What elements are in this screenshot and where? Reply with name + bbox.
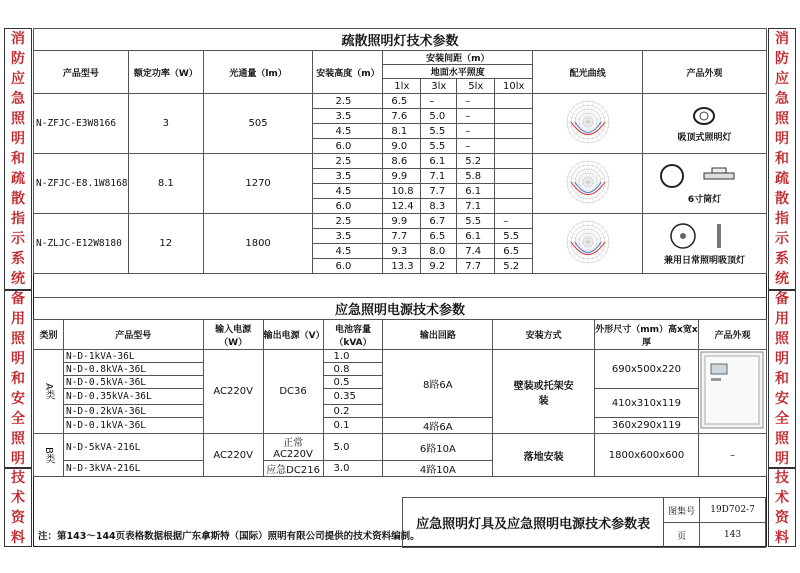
side-char: 系	[775, 251, 789, 267]
spacing-value: 8.6	[383, 154, 421, 169]
spacing-value: 7.7	[457, 259, 495, 274]
th-flux: 光通量（lm）	[203, 51, 313, 94]
side-label-left-backup	[4, 290, 32, 468]
side-char: 防	[11, 51, 25, 67]
product-model: N-ZFJC-E3W8166	[34, 94, 129, 154]
b-input: AC220V	[203, 434, 263, 477]
install-height: 6.0	[313, 199, 383, 214]
th-model: 产品型号	[34, 51, 129, 94]
th-power: 额定功率（W）	[128, 51, 203, 94]
side-char: 疏	[775, 171, 789, 187]
side-char: 照	[11, 431, 25, 447]
side-char: 消	[11, 31, 25, 47]
spacing-value: 8.3	[421, 199, 457, 214]
spacing-value: 5.5	[421, 124, 457, 139]
spacing-value: 7.7	[421, 184, 457, 199]
spacing-value: 5.0	[421, 109, 457, 124]
install-height: 3.5	[313, 229, 383, 244]
spacing-value: 5.2	[495, 259, 533, 274]
th-illuminance: 地面水平照度	[383, 65, 533, 79]
th2-circuit: 输出回路	[383, 320, 493, 350]
distribution-curve-cell	[533, 154, 643, 214]
th2-model: 产品型号	[63, 320, 203, 350]
spacing-value: 8.1	[383, 124, 421, 139]
spacing-value: 9.0	[383, 139, 421, 154]
spacing-value: 5.5	[421, 139, 457, 154]
b-model-0: N-D-5kVA-216L	[63, 434, 203, 461]
side-char: 资	[11, 509, 25, 526]
th2-install: 安装方式	[493, 320, 595, 350]
class-a-cell: A类	[34, 350, 64, 434]
side-char: 安	[11, 391, 25, 407]
spacing-value: 6.1	[421, 154, 457, 169]
a-cap-3: 0.35	[323, 389, 383, 405]
light-distribution-curve	[563, 97, 613, 147]
side-label-right-technical	[768, 468, 796, 547]
product-model: N-ZLJC-E12W8180	[34, 214, 129, 274]
side-char: 防	[775, 51, 789, 67]
side-char: 急	[11, 91, 25, 107]
rated-power: 8.1	[128, 154, 203, 214]
luminous-flux: 505	[203, 94, 313, 154]
side-char: 术	[775, 489, 789, 506]
table1-title: 疏散照明灯技术参数	[34, 29, 767, 51]
a-model-1: N-D-0.8kVA-36L	[63, 363, 203, 376]
a-install: 壁装或托架安装	[493, 350, 595, 434]
side-char: 和	[11, 151, 25, 167]
a-cap-0: 1.0	[323, 350, 383, 363]
b-cap-0: 5.0	[323, 434, 383, 461]
light-distribution-curve	[563, 217, 613, 267]
page-label: 页	[664, 523, 700, 548]
rated-power: 3	[128, 94, 203, 154]
page-number: 143	[700, 523, 766, 548]
side-char: 照	[775, 331, 789, 347]
side-char: 料	[11, 529, 25, 546]
th2-size: 外形尺寸（mm）高x宽x厚	[595, 320, 699, 350]
th2-capacity: 电池容量（kVA）	[323, 320, 383, 350]
distribution-curve-cell	[533, 94, 643, 154]
product-appearance-cell	[642, 154, 766, 214]
side-char: 料	[775, 529, 789, 546]
spacing-value: –	[457, 94, 495, 109]
side-label-right-backup	[768, 290, 796, 468]
side-char: 照	[11, 331, 25, 347]
b-output-0: 正常AC220V	[263, 434, 323, 461]
install-height: 2.5	[313, 154, 383, 169]
spacing-value: 5.5	[457, 214, 495, 229]
luminous-flux: 1800	[203, 214, 313, 274]
spacing-value: 8.0	[421, 244, 457, 259]
a-output: DC36	[263, 350, 323, 434]
install-height: 2.5	[313, 94, 383, 109]
spacing-value	[495, 184, 533, 199]
spacing-value	[495, 109, 533, 124]
a-circuit-1: 8路6A	[383, 350, 493, 418]
side-char: 明	[775, 351, 789, 367]
side-char: 疏	[11, 171, 25, 187]
a-size-2: 410x310x119	[595, 389, 699, 418]
spacing-value: 6.7	[421, 214, 457, 229]
install-height: 4.5	[313, 184, 383, 199]
spacing-value: –	[457, 124, 495, 139]
th-appearance: 产品外观	[642, 51, 766, 94]
b-circuit-0: 6路10A	[383, 434, 493, 461]
table-row	[34, 154, 767, 169]
side-char: 统	[775, 271, 789, 287]
atlas-number: 19D702-7	[700, 498, 766, 523]
power-supply-table	[33, 297, 767, 477]
spacing-value	[495, 154, 533, 169]
side-char: 和	[775, 371, 789, 387]
a-cap-4: 0.2	[323, 405, 383, 418]
side-char: 系	[11, 251, 25, 267]
drawing-title: 应急照明灯具及应急照明电源技术参数表	[403, 498, 664, 548]
a-size-1: 690x500x220	[595, 350, 699, 389]
side-char: 消	[775, 31, 789, 47]
a-model-4: N-D-0.2kVA-36L	[63, 405, 203, 418]
spacing-value: 7.7	[383, 229, 421, 244]
th2-appearance: 产品外观	[698, 320, 766, 350]
side-char: 用	[11, 311, 25, 327]
luminous-flux: 1270	[203, 154, 313, 214]
spacing-value: 5.8	[457, 169, 495, 184]
side-char: 示	[11, 231, 25, 247]
b-cap-1: 3.0	[323, 461, 383, 477]
side-char: 应	[775, 71, 789, 87]
spacing-value: –	[457, 109, 495, 124]
side-char: 用	[775, 311, 789, 327]
b-circuit-1: 4路10A	[383, 461, 493, 477]
side-char: 技	[775, 469, 789, 486]
side-char: 照	[775, 111, 789, 127]
spacing-value	[495, 94, 533, 109]
spacing-value: 9.2	[421, 259, 457, 274]
side-char: 应	[11, 71, 25, 87]
install-height: 4.5	[313, 244, 383, 259]
product-model: N-ZFJC-E8.1W8168	[34, 154, 129, 214]
th-height: 安装高度（m）	[313, 51, 383, 94]
th2-output: 输出电源（V）	[263, 320, 323, 350]
a-circuit-2: 4路6A	[383, 418, 493, 434]
side-char: 技	[11, 469, 25, 486]
dual-use-ceiling-light-icon	[669, 222, 739, 250]
th-lux-1: 1lx	[383, 79, 421, 94]
spacing-value	[495, 199, 533, 214]
install-height: 2.5	[313, 214, 383, 229]
side-label-right-emergency	[768, 28, 796, 290]
b-size: 1800x600x600	[595, 434, 699, 477]
cabinet-image	[698, 350, 766, 434]
spacing-value: 6.5	[495, 244, 533, 259]
install-height: 4.5	[313, 124, 383, 139]
atlas-label: 图集号	[664, 498, 700, 523]
spacing-value: 5.2	[457, 154, 495, 169]
spacing-value: 6.1	[457, 229, 495, 244]
spacing-value: –	[495, 214, 533, 229]
th-lux-3: 3lx	[421, 79, 457, 94]
side-char: 备	[11, 291, 25, 307]
spacing-value	[495, 169, 533, 184]
install-height: 6.0	[313, 139, 383, 154]
table-row	[34, 214, 767, 229]
a-model-3: N-D-0.35kVA-36L	[63, 389, 203, 405]
side-char: 散	[11, 191, 25, 207]
appearance-label: 吸顶式照明灯	[677, 132, 732, 143]
a-cap-5: 0.1	[323, 418, 383, 434]
side-char: 统	[11, 271, 25, 287]
spacing-value: –	[457, 139, 495, 154]
th2-class: 类别	[34, 320, 64, 350]
a-model-2: N-D-0.5kVA-36L	[63, 376, 203, 389]
side-char: 明	[11, 451, 25, 467]
install-height: 3.5	[313, 169, 383, 184]
side-char: 明	[11, 131, 25, 147]
side-char: 全	[775, 411, 789, 427]
side-char: 资	[775, 509, 789, 526]
side-char: 安	[775, 391, 789, 407]
side-char: 照	[11, 111, 25, 127]
th-spacing: 安装间距（m）	[383, 51, 533, 65]
spacing-value: 10.8	[383, 184, 421, 199]
product-appearance-cell	[642, 94, 766, 154]
spacing-value: 9.9	[383, 214, 421, 229]
th-curve: 配光曲线	[533, 51, 643, 94]
spacing-value	[495, 139, 533, 154]
side-char: 示	[775, 231, 789, 247]
side-char: 指	[11, 211, 25, 227]
table2-title: 应急照明电源技术参数	[34, 298, 767, 320]
spacing-value: 7.1	[421, 169, 457, 184]
side-char: 急	[775, 91, 789, 107]
install-height: 6.0	[313, 259, 383, 274]
distribution-curve-cell	[533, 214, 643, 274]
light-distribution-curve	[563, 157, 613, 207]
spacing-value: 9.3	[383, 244, 421, 259]
a-cap-1: 0.8	[323, 363, 383, 376]
side-char: 全	[11, 411, 25, 427]
a-input: AC220V	[203, 350, 263, 434]
th2-input: 输入电源（W）	[203, 320, 263, 350]
install-height: 3.5	[313, 109, 383, 124]
th-lux-10: 10lx	[495, 79, 533, 94]
appearance-label: 6寸筒灯	[687, 194, 722, 205]
b-model-1: N-D-3kVA-216L	[63, 461, 203, 477]
side-char: 和	[11, 371, 25, 387]
side-char: 散	[775, 191, 789, 207]
b-appearance: –	[698, 434, 766, 477]
side-char: 和	[775, 151, 789, 167]
spacing-value: 7.1	[457, 199, 495, 214]
b-install: 落地安装	[493, 434, 595, 477]
side-label-left-technical	[4, 468, 32, 547]
spacing-value: 7.6	[383, 109, 421, 124]
spacing-value: 7.4	[457, 244, 495, 259]
b-output-1: 应急DC216	[263, 461, 323, 477]
spacing-value: 12.4	[383, 199, 421, 214]
a-cap-2: 0.5	[323, 376, 383, 389]
appearance-label: 兼用日常照明吸顶灯	[663, 255, 745, 266]
product-appearance-cell	[642, 214, 766, 274]
spacing-value: 5.5	[495, 229, 533, 244]
side-char: 术	[11, 489, 25, 506]
side-char: 备	[775, 291, 789, 307]
side-label-left-emergency	[4, 28, 32, 290]
a-model-0: N-D-1kVA-36L	[63, 350, 203, 363]
spacing-value: 6.5	[421, 229, 457, 244]
side-char: 明	[775, 451, 789, 467]
spacing-value: –	[421, 94, 457, 109]
th-lux-5: 5lx	[457, 79, 495, 94]
side-char: 明	[775, 131, 789, 147]
a-size-3: 360x290x119	[595, 418, 699, 434]
cabinet-picture	[699, 350, 765, 430]
side-char: 明	[11, 351, 25, 367]
a-model-5: N-D-0.1kVA-36L	[63, 418, 203, 434]
ceiling-light-icon	[691, 105, 717, 127]
spacing-value: 13.3	[383, 259, 421, 274]
table-row	[34, 94, 767, 109]
side-char: 指	[775, 211, 789, 227]
footer-note: 注：第143～144页表格数据根据广东拿斯特（国际）照明有限公司提供的技术资料编制。	[38, 531, 420, 542]
class-b-cell: B类	[34, 434, 64, 477]
downlight-icon	[654, 163, 754, 189]
rated-power: 12	[128, 214, 203, 274]
side-char: 照	[775, 431, 789, 447]
evacuation-light-table	[33, 28, 767, 274]
spacing-value: 9.9	[383, 169, 421, 184]
spacing-value	[495, 124, 533, 139]
spacing-value: 6.1	[457, 184, 495, 199]
spacing-value: 6.5	[383, 94, 421, 109]
title-block	[402, 497, 766, 548]
